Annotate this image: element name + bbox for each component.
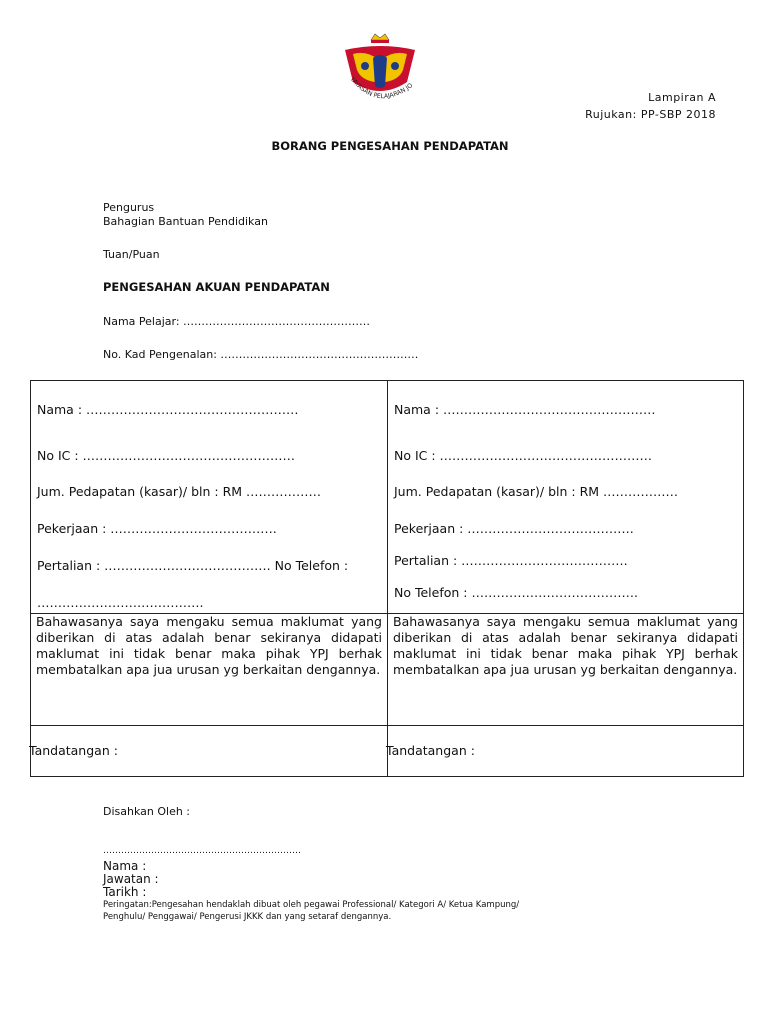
- address-line-2: Bahagian Bantuan Pendidikan: [103, 215, 268, 228]
- right-relation-field: Pertalian : ………………………………….: [394, 553, 628, 568]
- left-signature-label: Tandatangan :: [29, 743, 118, 758]
- right-ic-field: No IC : ……………………………………………: [394, 448, 653, 463]
- left-job-field: Pekerjaan : ………………………………….: [37, 521, 277, 536]
- right-name-field: Nama : ……………………………………………: [394, 402, 656, 417]
- student-ic-field: No. Kad Pengenalan: ………………………………………………: [103, 348, 419, 361]
- left-ic-field: No IC : ……………………………………………: [37, 448, 296, 463]
- verifier-name-label: Nama :: [103, 859, 147, 873]
- address-line-1: Pengurus: [103, 201, 155, 214]
- page-title: BORANG PENGESAHAN PENDAPATAN: [271, 139, 509, 153]
- student-name-field: Nama Pelajar: ……………………………………………: [103, 315, 371, 328]
- salutation: Tuan/Puan: [103, 248, 160, 261]
- right-phone-field: No Telefon : ………………………………….: [394, 585, 638, 600]
- left-income-field: Jum. Pedapatan (kasar)/ bln : RM ………………: [37, 484, 322, 499]
- right-job-field: Pekerjaan : ………………………………….: [394, 521, 634, 536]
- left-signature-cell: [31, 726, 388, 777]
- left-phone-field: ………………………………….: [37, 595, 204, 610]
- right-signature-cell: [388, 726, 744, 777]
- reminder-note-line-1: Peringatan:Pengesahan hendaklah dibuat oleh pegawai Professional/ Kategori A/ Ketua Kampung/: [103, 900, 520, 910]
- verifier-signature-line: …………………………………………………………: [103, 846, 301, 856]
- logo-text: YAYASAN PELAJARAN JOHOR: [348, 75, 415, 101]
- right-details-cell: [388, 381, 744, 614]
- verifier-position-label: Jawatan :: [103, 872, 159, 886]
- lampiran-label: Lampiran A: [648, 91, 716, 104]
- left-declaration: Bahawasanya saya mengaku semua maklumat yang diberikan di atas adalah benar sekiranya didapati maklumat ini tidak benar maka pihak YPJ berhak membatalkan apa jua urusan yg berkaitan dengannya.: [31, 614, 388, 726]
- declaration-table: [30, 380, 744, 777]
- rujukan-label: Rujukan: PP-SBP 2018: [585, 108, 716, 121]
- section-heading: PENGESAHAN AKUAN PENDAPATAN: [103, 280, 330, 294]
- right-income-field: Jum. Pedapatan (kasar)/ bln : RM ………………: [394, 484, 679, 499]
- verifier-date-label: Tarikh :: [103, 885, 147, 899]
- right-signature-label: Tandatangan :: [386, 743, 475, 758]
- verified-by-label: Disahkan Oleh :: [103, 805, 191, 818]
- right-declaration: Bahawasanya saya mengaku semua maklumat yang diberikan di atas adalah benar sekiranya didapati maklumat ini tidak benar maka pihak YPJ berhak membatalkan apa jua urusan yg berkaitan dengannya.: [388, 614, 744, 726]
- ypj-logo: [335, 30, 425, 110]
- reminder-note-line-2: Penghulu/ Penggawai/ Pengerusi JKKK dan yang setaraf dengannya.: [103, 912, 392, 922]
- left-relation-field: Pertalian : …………………………………. No Telefon :: [37, 558, 349, 573]
- left-name-field: Nama : ……………………………………………: [37, 402, 299, 417]
- left-details-cell: [31, 381, 388, 614]
